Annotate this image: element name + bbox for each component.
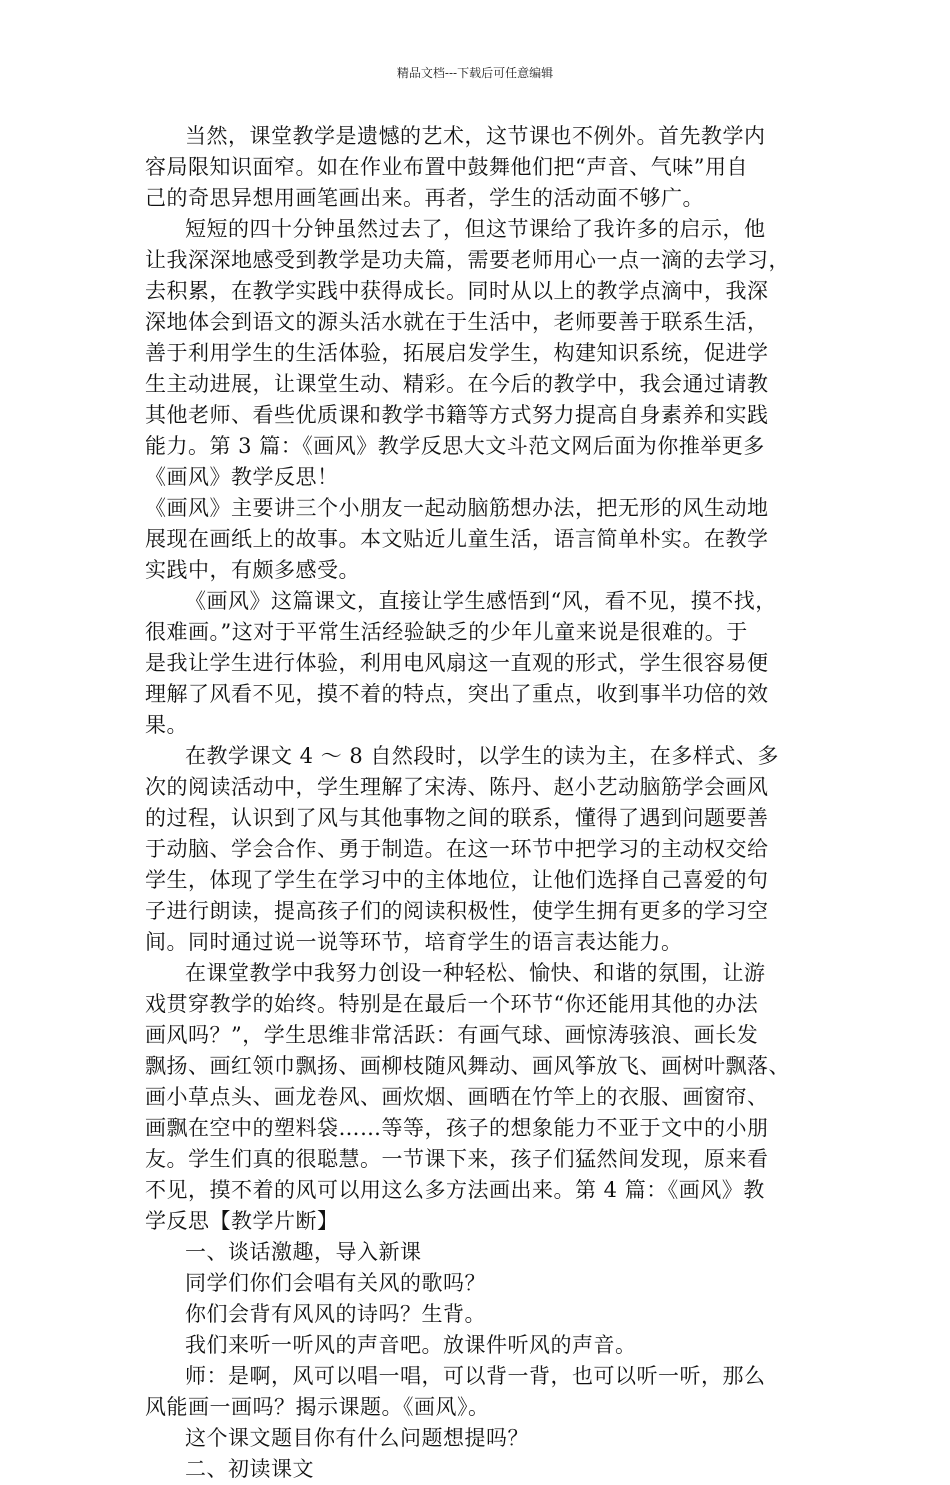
text-line: 不见，摸不着的风可以用这么多方法画出来。第 4 篇：《画风》教	[145, 1178, 765, 1202]
text-line: 你们会背有风风的诗吗？生背。	[185, 1302, 486, 1326]
text-line: 《画风》教学反思！	[145, 465, 339, 489]
text-line: 学反思【教学片断】	[145, 1209, 339, 1233]
document-body	[145, 121, 817, 1485]
text-line: 很难画。”这对于平常生活经验缺乏的少年儿童来说是很难的。于	[145, 620, 748, 644]
text-line: 《画风》主要讲三个小朋友一起动脑筋想办法，把无形的风生动地	[145, 496, 769, 520]
section-heading: 一、谈话激趣，导入新课	[185, 1240, 422, 1264]
text-line: 短短的四十分钟虽然过去了，但这节课给了我许多的启示，他	[185, 217, 766, 241]
text-line: 这个课文题目你有什么问题想提吗？	[185, 1426, 529, 1450]
text-line: 间。同时通过说一说等环节，培育学生的语言表达能力。	[145, 930, 683, 954]
text-line: 画飘在空中的塑料袋……等等，孩子的想象能力不亚于文中的小朋	[145, 1116, 769, 1140]
text-line: 容局限知识面窄。如在作业布置中鼓舞他们把“声音、气味”用自	[145, 155, 748, 179]
text-line: 理解了风看不见，摸不着的特点，突出了重点，收到事半功倍的效	[145, 682, 769, 706]
text-line: 实践中，有颇多感受。	[145, 558, 360, 582]
text-line: 戏贯穿教学的始终。特别是在最后一个环节“你还能用其他的办法	[145, 992, 759, 1016]
text-line: 己的奇思异想用画笔画出来。再者，学生的活动面不够广。	[145, 186, 704, 210]
text-line: 画风吗？”，学生思维非常活跃：有画气球、画惊涛骇浪、画长发	[145, 1023, 759, 1047]
text-line: 学生，体现了学生在学习中的主体地位，让他们选择自己喜爱的句	[145, 868, 769, 892]
page-header: 精品文档---下载后可任意编辑	[396, 66, 554, 80]
text-line: 师：是啊，风可以唱一唱，可以背一背，也可以听一听，那么	[185, 1364, 766, 1388]
text-line: 友。学生们真的很聪慧。一节课下来，孩子们猛然间发现，原来看	[145, 1147, 769, 1171]
text-line: 善于利用学生的生活体验，拓展启发学生，构建知识系统，促进学	[145, 341, 769, 365]
text-line: 其他老师、看些优质课和教学书籍等方式努力提高自身素养和实践	[145, 403, 769, 427]
text-line: 是我让学生进行体验，利用电风扇这一直观的形式，学生很容易便	[145, 651, 769, 675]
text-line: 同学们你们会唱有关风的歌吗？	[185, 1271, 486, 1295]
text-line: 让我深深地感受到教学是功夫篇，需要老师用心一点一滴的去学习，	[145, 248, 790, 272]
text-line: 深地体会到语文的源头活水就在于生活中，老师要善于联系生活，	[145, 310, 769, 334]
text-line: 飘扬、画红领巾飘扬、画柳枝随风舞动、画风筝放飞、画树叶飘落、	[145, 1054, 790, 1078]
text-line: 在课堂教学中我努力创设一种轻松、愉快、和谐的氛围，让游	[185, 961, 766, 985]
text-line: 能力。第 3 篇：《画风》教学反思大文斗范文网后面为你推举更多	[145, 434, 765, 458]
section-heading: 二、初读课文	[185, 1457, 314, 1481]
text-line: 《画风》这篇课文，直接让学生感悟到“风，看不见，摸不找，	[185, 589, 777, 613]
text-line: 风能画一画吗？揭示课题。《画风》。	[145, 1395, 490, 1419]
text-line: 于动脑、学会合作、勇于制造。在这一环节中把学习的主动权交给	[145, 837, 769, 861]
text-line: 我们来听一听风的声音吧。放课件听风的声音。	[185, 1333, 637, 1357]
text-line: 展现在画纸上的故事。本文贴近儿童生活，语言简单朴实。在教学	[145, 527, 769, 551]
text-line: 次的阅读活动中，学生理解了宋涛、陈丹、赵小艺动脑筋学会画风	[145, 775, 769, 799]
text-line: 果。	[145, 713, 188, 737]
text-line: 画小草点头、画龙卷风、画炊烟、画晒在竹竿上的衣服、画窗帘、	[145, 1085, 769, 1109]
text-line: 子进行朗读，提高孩子们的阅读积极性，使学生拥有更多的学习空	[145, 899, 769, 923]
text-line: 当然，课堂教学是遗憾的艺术，这节课也不例外。首先教学内	[185, 124, 766, 148]
text-line: 的过程，认识到了风与其他事物之间的联系，懂得了遇到问题要善	[145, 806, 769, 830]
text-line: 在教学课文 4 ～ 8 自然段时，以学生的读为主，在多样式、多	[185, 744, 779, 768]
text-line: 生主动进展，让课堂生动、精彩。在今后的教学中，我会通过请教	[145, 372, 769, 396]
text-line: 去积累，在教学实践中获得成长。同时从以上的教学点滴中，我深	[145, 279, 769, 303]
